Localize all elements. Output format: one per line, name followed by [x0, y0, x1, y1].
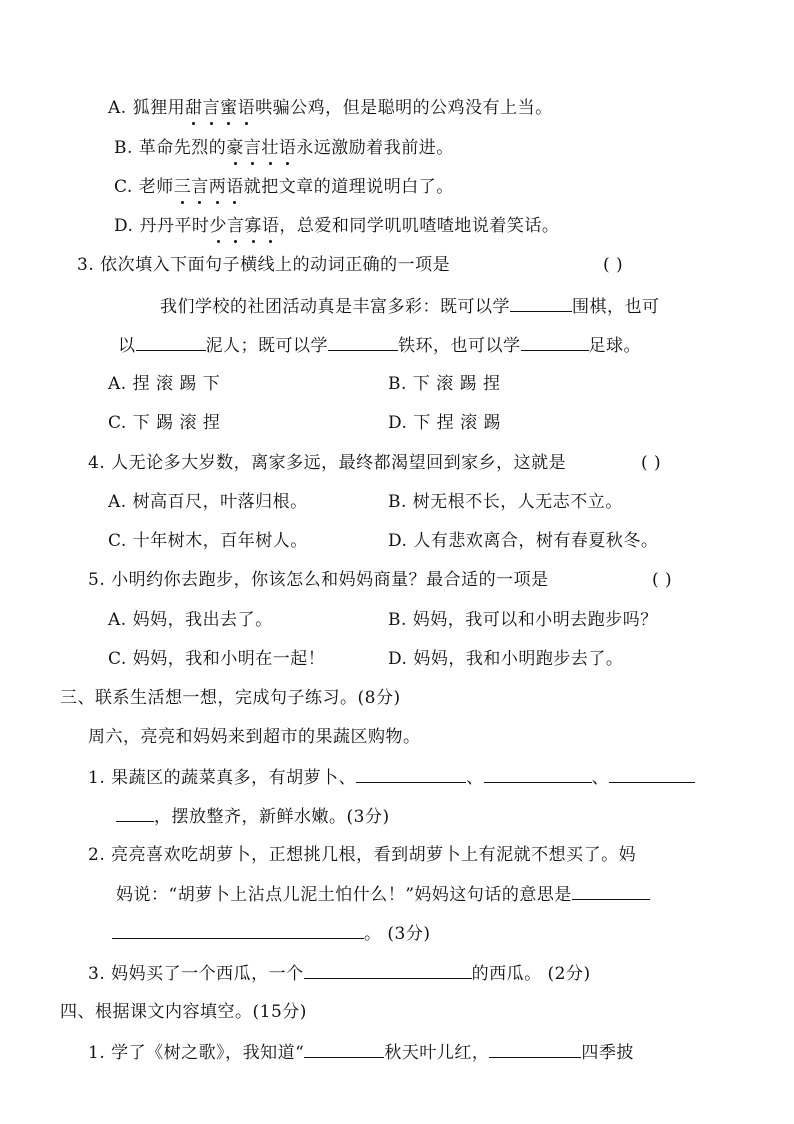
dotted-char: 语: [261, 216, 280, 236]
answer-parenthesis[interactable]: ( ): [603, 255, 624, 275]
option-text: D. 丹丹平时: [114, 216, 210, 236]
dotted-char: 甜: [185, 98, 203, 118]
fill-blank[interactable]: [484, 765, 592, 783]
q4-answer-paren[interactable]: ( ): [641, 453, 662, 473]
fill-blank[interactable]: [356, 765, 466, 783]
sentence-text: 以: [118, 336, 136, 356]
sentence-text: 围棋，也可: [572, 297, 660, 317]
dotted-char: 言: [243, 138, 262, 158]
option-text: 永远激励着我前进。: [296, 138, 454, 158]
s3-q2-line3: [112, 921, 430, 946]
question-text: 妈说：“胡萝卜上沾点儿泥土怕什么！”妈妈这句话的意思是: [116, 885, 572, 905]
question-text: ，摆放整齐，新鲜水嫩。(3分): [154, 807, 390, 827]
dotted-char: 言: [226, 216, 245, 236]
s3-q1-line1: [88, 765, 695, 790]
q5-stem: [88, 568, 549, 592]
option-text: B. 革命先烈的: [114, 138, 227, 158]
q4-option-b[interactable]: B. 树无根不长，人无志不立。: [388, 492, 623, 512]
dotted-char: 语: [278, 138, 297, 158]
fill-blank[interactable]: [304, 1040, 384, 1058]
q3-stem: [77, 253, 450, 277]
dotted-char: 两: [208, 177, 227, 197]
q4-option-a[interactable]: A. 树高百尺，叶落归根。: [108, 492, 308, 512]
section-3-intro: 周六，亮亮和妈妈来到超市的果蔬区购物。: [88, 727, 421, 747]
separator: 、: [466, 768, 484, 788]
separator: 、: [591, 768, 610, 788]
section-3-heading: 三、联系生活想一想，完成句子练习。(8分): [60, 688, 401, 708]
q3-sentence-line2: [118, 333, 641, 358]
q3-option-c[interactable]: C. 下 踢 滚 捏: [108, 413, 221, 433]
q2-option-d: [114, 214, 559, 238]
dotted-char: 三: [173, 177, 192, 197]
fill-blank[interactable]: [572, 882, 650, 900]
dotted-char: 壮: [261, 138, 279, 158]
q2-option-b: [114, 136, 454, 160]
fill-blank[interactable]: [136, 333, 206, 351]
option-text: ，总爱和同学叽叽喳喳地说着笑话。: [279, 216, 560, 236]
dotted-char: 寡: [244, 216, 262, 236]
question-text: 。 (3分): [364, 924, 431, 944]
q5-answer-paren[interactable]: ( ): [652, 570, 673, 590]
q2-option-a: [108, 96, 553, 120]
fill-blank[interactable]: [609, 765, 695, 783]
option-text: A. 狐狸用: [108, 98, 186, 118]
sentence-text: 足球。: [588, 336, 641, 356]
q5-option-d[interactable]: D. 妈妈，我和小明跑步去了。: [388, 649, 624, 669]
dotted-char: 语: [237, 98, 256, 118]
question-text: 秋天叶儿红，: [384, 1043, 490, 1063]
fill-blank[interactable]: [328, 333, 398, 351]
option-text: 哄骗公鸡，但是聪明的公鸡没有上当。: [255, 98, 553, 118]
fill-blank[interactable]: [112, 921, 364, 939]
option-text: C. 老师: [114, 177, 174, 197]
question-text: 的西瓜。 (2分): [471, 964, 591, 984]
q3-option-b[interactable]: B. 下 滚 踢 捏: [388, 374, 501, 394]
q2-option-c: [114, 175, 454, 199]
dotted-char: 语: [226, 177, 244, 197]
q5-option-a[interactable]: A. 妈妈，我出去了。: [108, 610, 273, 630]
question-text: 3. 妈妈买了一个西瓜，一个: [88, 964, 304, 984]
q3-answer-paren[interactable]: [603, 253, 623, 277]
s3-q2-line1: 2. 亮亮喜欢吃胡萝卜，正想挑几根，看到胡萝卜上有泥就不想买了。妈: [88, 845, 637, 865]
q5-option-b[interactable]: B. 妈妈，我可以和小明去跑步吗？: [388, 610, 658, 630]
q5-option-c[interactable]: C. 妈妈，我和小明在一起！: [108, 649, 326, 669]
q3-sentence-line1: [160, 294, 660, 319]
s3-q3: [88, 961, 591, 986]
dotted-char: 少: [209, 216, 227, 236]
s4-q1: [88, 1040, 634, 1065]
sentence-text: 我们学校的社团活动真是丰富多彩：既可以学: [160, 297, 510, 317]
s3-q2-line2: [116, 882, 650, 907]
dotted-char: 言: [202, 98, 221, 118]
fill-blank[interactable]: [521, 333, 589, 351]
sentence-text: 铁环，也可以学: [398, 336, 521, 356]
sentence-text: 泥人；既可以学: [205, 336, 328, 356]
question-text: 4. 人无论多大岁数，离家多远，最终都渴望回到家乡，这就是: [88, 453, 567, 473]
question-text: 1. 果蔬区的蔬菜真多，有胡萝卜、: [88, 768, 357, 788]
option-text: 就把文章的道理说明白了。: [243, 177, 454, 197]
fill-blank[interactable]: [116, 804, 154, 822]
fill-blank[interactable]: [489, 1040, 581, 1058]
question-text: 5. 小明约你去跑步，你该怎么和妈妈商量？最合适的一项是: [88, 570, 549, 590]
q4-option-c[interactable]: C. 十年树木，百年树人。: [108, 531, 308, 551]
fill-blank[interactable]: [304, 961, 472, 979]
s3-q1-line2: [116, 804, 390, 829]
dotted-char: 蜜: [220, 98, 238, 118]
fill-blank[interactable]: [510, 294, 572, 312]
question-text: 1. 学了《树之歌》，我知道“: [88, 1043, 305, 1063]
q3-option-a[interactable]: A. 捏 滚 踢 下: [108, 374, 221, 394]
section-4-heading: 四、根据课文内容填空。(15分): [60, 1002, 307, 1022]
q4-stem: [88, 451, 566, 475]
q4-option-d[interactable]: D. 人有悲欢离合，树有春夏秋冬。: [388, 531, 659, 551]
dotted-char: 言: [191, 177, 209, 197]
dotted-char: 豪: [226, 138, 244, 158]
question-text: 3. 依次填入下面句子横线上的动词正确的一项是: [77, 255, 451, 275]
question-text: 四季披: [581, 1043, 634, 1063]
q3-option-d[interactable]: D. 下 捏 滚 踢: [388, 413, 502, 433]
